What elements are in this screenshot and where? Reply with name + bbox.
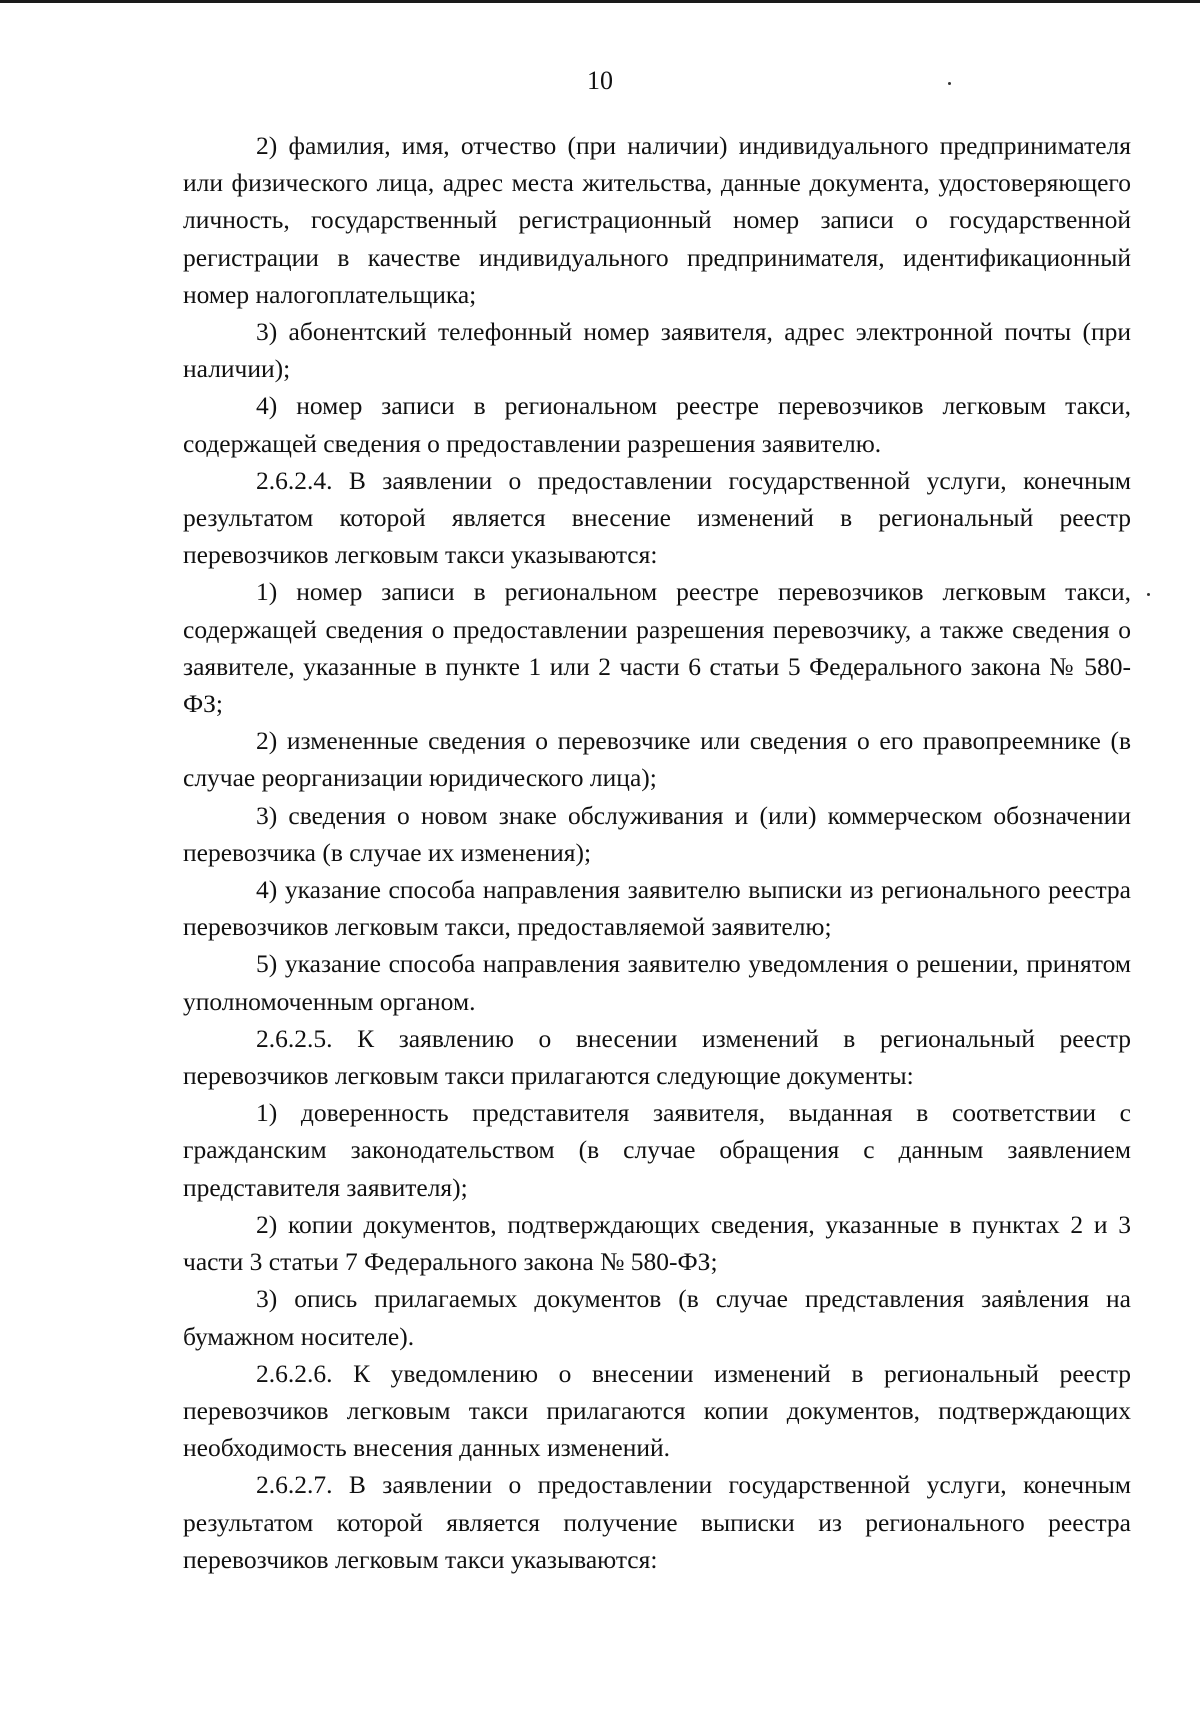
document-body bbox=[183, 127, 1131, 1578]
paragraph-item-4-registry-number: 4) номер записи в региональном реестре перевозчиков легковым такси, содержащей сведения о предоставлении разрешения заявителю. bbox=[183, 391, 1131, 458]
paragraph-item-2-personal-data: 2) фамилия, имя, отчество (при наличии) индивидуального предпринимателя или физического лица, адрес места жительства, данные документа, удостоверяющего личность, государственный регистрационный номер записи о государственной регистрации в качестве индивидуального предпринимателя, идентификационный номер налогоплательщика; bbox=[183, 131, 1131, 309]
paragraph-2-6-2-7: 2.6.2.7. В заявлении о предоставлении государственной услуги, конечным результатом которой является получение выписки из регионального реестра перевозчиков легковым такси указываются: bbox=[183, 1470, 1131, 1574]
scan-speck bbox=[948, 82, 951, 85]
paragraph-2-6-2-5: 2.6.2.5. К заявлению о внесении изменений в региональный реестр перевозчиков легковым такси прилагаются следующие документы: bbox=[183, 1023, 1131, 1091]
paragraph-2-6-2-4-item-2: 2) измененные сведения о перевозчике или сведения о его правопреемнике (в случае реорганизации юридического лица); bbox=[183, 726, 1131, 793]
scan-speck bbox=[1147, 593, 1150, 596]
paragraph-2-6-2-6: 2.6.2.6. К уведомлению о внесении изменений в региональный реестр перевозчиков легковым такси прилагаются копии документов, подтверждающих необходимость внесения данных изменений. bbox=[183, 1358, 1131, 1463]
scan-top-border bbox=[0, 0, 1200, 3]
paragraph-2-6-2-4-item-1: 1) номер записи в региональном реестре перевозчиков легковым такси, содержащей сведения о предоставлении разрешения перевозчику, а также сведения о заявителе, указанные в пункте 1 или 2 части 6 статьи 5 Федерального закона № 580-ФЗ; bbox=[183, 577, 1131, 719]
paragraph-2-6-2-4: 2.6.2.4. В заявлении о предоставлении государственной услуги, конечным результатом которой является внесение изменений в региональный реестр перевозчиков легковым такси указываются: bbox=[183, 465, 1131, 570]
paragraph-2-6-2-4-item-4: 4) указание способа направления заявителю выписки из регионального реестра перевозчиков легковым такси, предоставляемой заявителю; bbox=[183, 875, 1131, 942]
paragraph-item-3-contacts: 3) абонентский телефонный номер заявителя, адрес электронной почты (при наличии); bbox=[183, 317, 1131, 384]
paragraph-2-6-2-5-item-2: 2) копии документов, подтверждающих сведения, указанные в пунктах 2 и 3 части 3 статьи 7 Федерального закона № 580-ФЗ; bbox=[183, 1209, 1131, 1277]
page-number: 10 bbox=[587, 66, 613, 95]
paragraph-2-6-2-4-item-5: 5) указание способа направления заявителю уведомления о решении, принятом уполномоченным органом. bbox=[183, 949, 1131, 1016]
paragraph-2-6-2-5-item-3: 3) опись прилагаемых документов (в случае представления заявления на бумажном носителе). bbox=[183, 1284, 1131, 1351]
paragraph-2-6-2-5-item-1: 1) доверенность представителя заявителя, выданная в соответствии с гражданским законодательством (в случае обращения с данным заявлением представителя заявителя); bbox=[183, 1098, 1131, 1202]
paragraph-2-6-2-4-item-3: 3) сведения о новом знаке обслуживания и (или) коммерческом обозначении перевозчика (в случае их изменения); bbox=[183, 800, 1131, 867]
